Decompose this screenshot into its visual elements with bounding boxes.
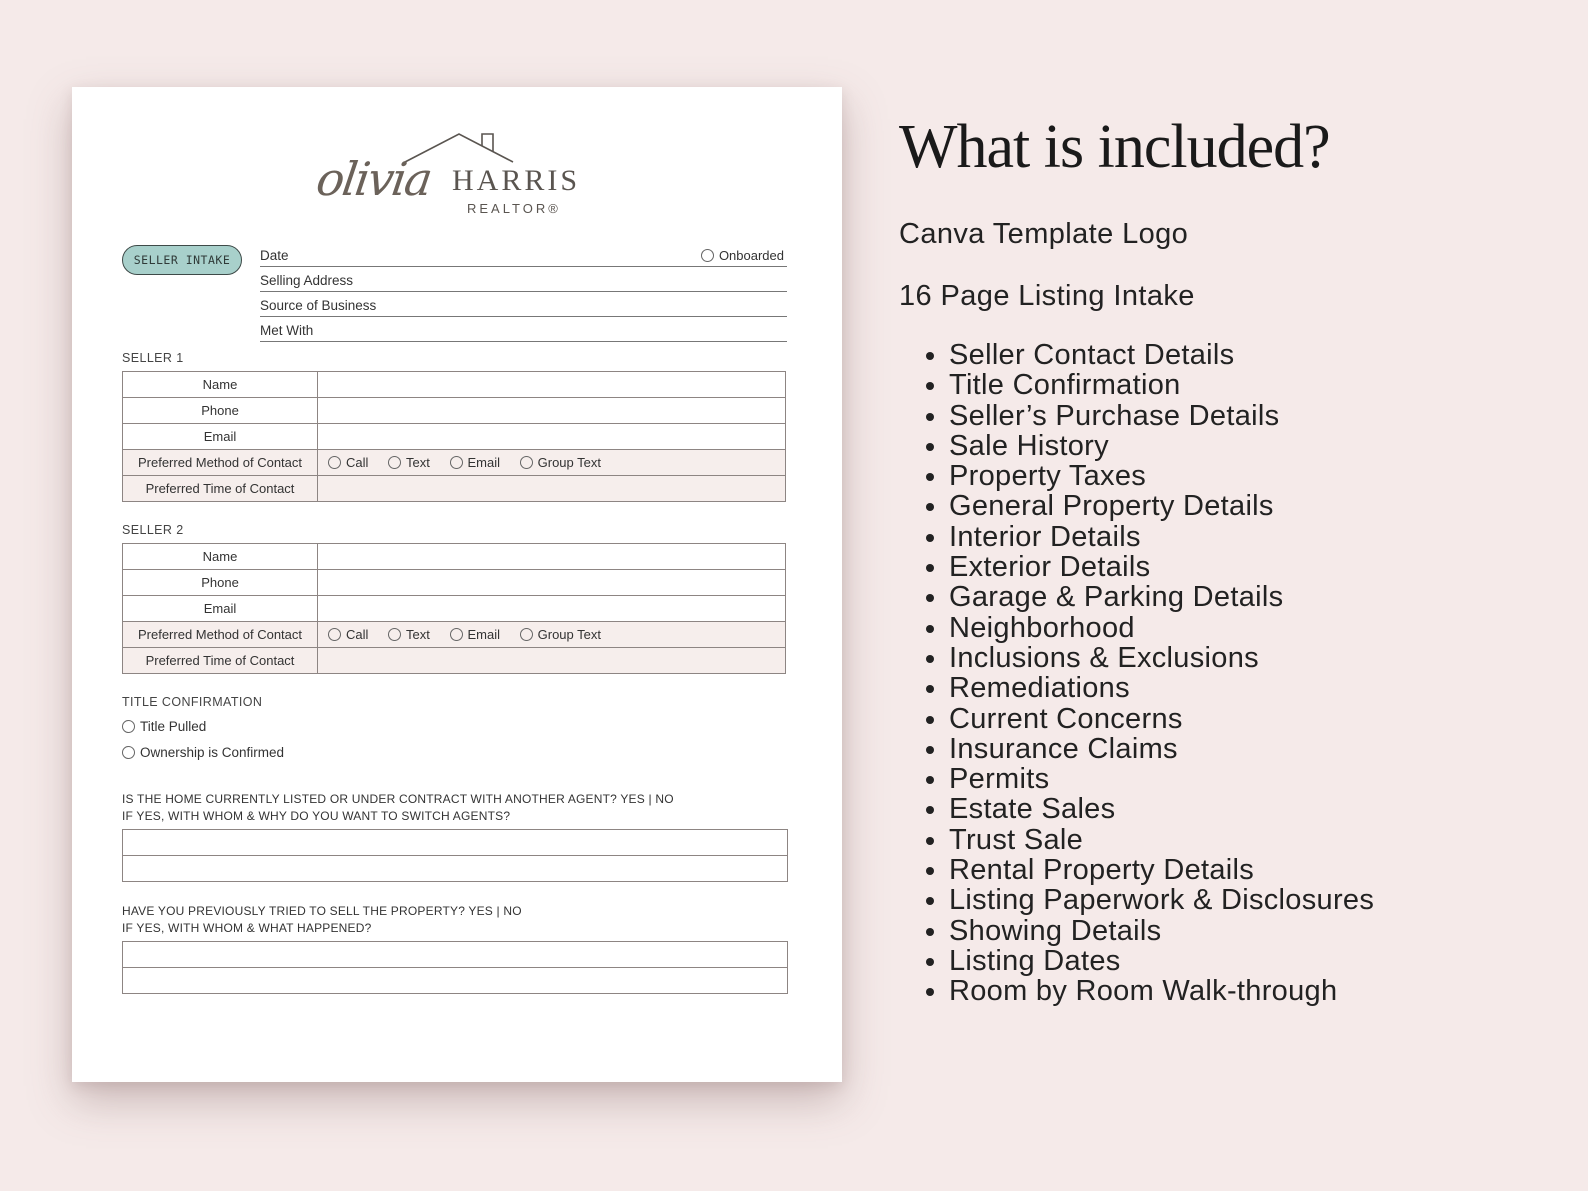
seller1-table — [122, 371, 786, 502]
list-item: • Rental Property Details — [949, 855, 1374, 885]
contact-time-cell[interactable] — [318, 476, 786, 502]
list-item: • Title Confirmation — [949, 370, 1374, 400]
radio-circle-icon — [388, 456, 401, 469]
table-row — [123, 450, 786, 476]
email-input-cell[interactable] — [318, 424, 786, 450]
table-row — [123, 622, 786, 648]
radio-circle-icon — [122, 746, 135, 759]
seller2-title: SELLER 2 — [122, 523, 184, 537]
row-label: Preferred Method of Contact — [123, 450, 318, 476]
option-text[interactable] — [388, 627, 430, 642]
table-row — [123, 544, 786, 570]
title-confirmation-title: TITLE CONFIRMATION — [122, 695, 263, 709]
option-email[interactable] — [450, 455, 501, 470]
option-call[interactable] — [328, 455, 368, 470]
row-label: Preferred Time of Contact — [123, 648, 318, 674]
table-row — [123, 476, 786, 502]
list-item: • Property Taxes — [949, 461, 1374, 491]
intake-form-page — [72, 87, 842, 1082]
list-item: • General Property Details — [949, 491, 1374, 521]
option-label: Text — [406, 454, 430, 470]
radio-circle-icon — [328, 628, 341, 641]
list-item: • Garage & Parking Details — [949, 582, 1374, 612]
list-item: • Showing Details — [949, 916, 1374, 946]
logo-realtor-label: REALTOR® — [467, 201, 561, 216]
table-row — [123, 424, 786, 450]
table-row — [123, 648, 786, 674]
radio-circle-icon — [122, 720, 135, 733]
row-label: Phone — [123, 398, 318, 424]
ownership-confirmed-checkbox[interactable] — [122, 745, 284, 760]
row-label: Name — [123, 372, 318, 398]
option-group-text[interactable] — [520, 627, 601, 642]
list-item: • Trust Sale — [949, 825, 1374, 855]
row-label: Name — [123, 544, 318, 570]
checkbox-label: Title Pulled — [140, 719, 207, 734]
option-label: Group Text — [537, 626, 601, 642]
question-line: IF YES, WITH WHOM & WHAT HAPPENED? — [122, 921, 372, 935]
option-label: Call — [346, 626, 369, 642]
list-item: • Remediations — [949, 673, 1374, 703]
selling-address-field[interactable]: Selling Address — [260, 269, 787, 292]
feature-list — [927, 340, 1374, 1007]
row-label: Preferred Time of Contact — [123, 476, 318, 502]
list-item: • Listing Paperwork & Disclosures — [949, 885, 1374, 915]
page-count-line: 16 Page Listing Intake — [899, 280, 1195, 312]
table-row — [123, 596, 786, 622]
answer-box-1[interactable] — [122, 829, 788, 882]
option-group-text[interactable] — [520, 455, 601, 470]
logo-script-name: olivia — [313, 152, 435, 206]
contact-method-cell — [318, 450, 786, 476]
phone-input-cell[interactable] — [318, 398, 786, 424]
radio-circle-icon — [520, 456, 533, 469]
onboarded-label: Onboarded — [718, 248, 784, 263]
contact-method-cell — [318, 622, 786, 648]
option-label: Text — [406, 626, 430, 642]
option-label: Group Text — [537, 454, 601, 470]
name-input-cell[interactable] — [318, 372, 786, 398]
answer-box-2[interactable] — [122, 941, 788, 994]
list-item: • Neighborhood — [949, 613, 1374, 643]
radio-circle-icon — [520, 628, 533, 641]
seller2-table — [122, 543, 786, 674]
option-call[interactable] — [328, 627, 368, 642]
row-label: Preferred Method of Contact — [123, 622, 318, 648]
contact-time-cell[interactable] — [318, 648, 786, 674]
question-line: HAVE YOU PREVIOUSLY TRIED TO SELL THE PROPERTY? YES | NO — [122, 904, 522, 918]
row-label: Phone — [123, 570, 318, 596]
seller1-title: SELLER 1 — [122, 351, 184, 365]
table-row — [123, 398, 786, 424]
question-line: IF YES, WITH WHOM & WHY DO YOU WANT TO SWITCH AGENTS? — [122, 809, 511, 823]
question-previously-sold — [122, 903, 522, 937]
canva-template-line: Canva Template Logo — [899, 218, 1189, 250]
realtor-logo — [313, 122, 607, 222]
seller-intake-badge: SELLER INTAKE — [122, 245, 242, 275]
row-label: Email — [123, 424, 318, 450]
question-line: IS THE HOME CURRENTLY LISTED OR UNDER CONTRACT WITH ANOTHER AGENT? YES | NO — [122, 792, 674, 806]
email-input-cell[interactable] — [318, 596, 786, 622]
radio-circle-icon — [328, 456, 341, 469]
list-item: • Seller’s Purchase Details — [949, 401, 1374, 431]
question-listed-elsewhere — [122, 791, 674, 825]
list-item: • Seller Contact Details — [949, 340, 1374, 370]
title-pulled-checkbox[interactable] — [122, 719, 206, 734]
list-item: • Inclusions & Exclusions — [949, 643, 1374, 673]
list-item: • Sale History — [949, 431, 1374, 461]
list-item: • Room by Room Walk-through — [949, 976, 1374, 1006]
included-heading: What is included? — [899, 113, 1330, 181]
table-row — [123, 372, 786, 398]
radio-circle-icon — [450, 628, 463, 641]
radio-circle-icon — [450, 456, 463, 469]
list-item: • Insurance Claims — [949, 734, 1374, 764]
met-with-field[interactable]: Met With — [260, 319, 787, 342]
name-input-cell[interactable] — [318, 544, 786, 570]
list-item: • Permits — [949, 764, 1374, 794]
date-field[interactable]: Date — [260, 244, 787, 267]
list-item: • Estate Sales — [949, 794, 1374, 824]
radio-circle-icon — [388, 628, 401, 641]
option-label: Email — [467, 454, 501, 470]
row-label: Email — [123, 596, 318, 622]
list-item: • Current Concerns — [949, 704, 1374, 734]
checkbox-label: Ownership is Confirmed — [140, 745, 285, 760]
option-label: Call — [346, 454, 369, 470]
list-item: • Listing Dates — [949, 946, 1374, 976]
source-of-business-field[interactable]: Source of Business — [260, 294, 787, 317]
option-email[interactable] — [450, 627, 501, 642]
list-item: • Interior Details — [949, 522, 1374, 552]
phone-input-cell[interactable] — [318, 570, 786, 596]
list-item: • Exterior Details — [949, 552, 1374, 582]
logo-surname: HARRIS — [452, 164, 581, 197]
table-row — [123, 570, 786, 596]
option-text[interactable] — [388, 455, 430, 470]
option-label: Email — [467, 626, 501, 642]
